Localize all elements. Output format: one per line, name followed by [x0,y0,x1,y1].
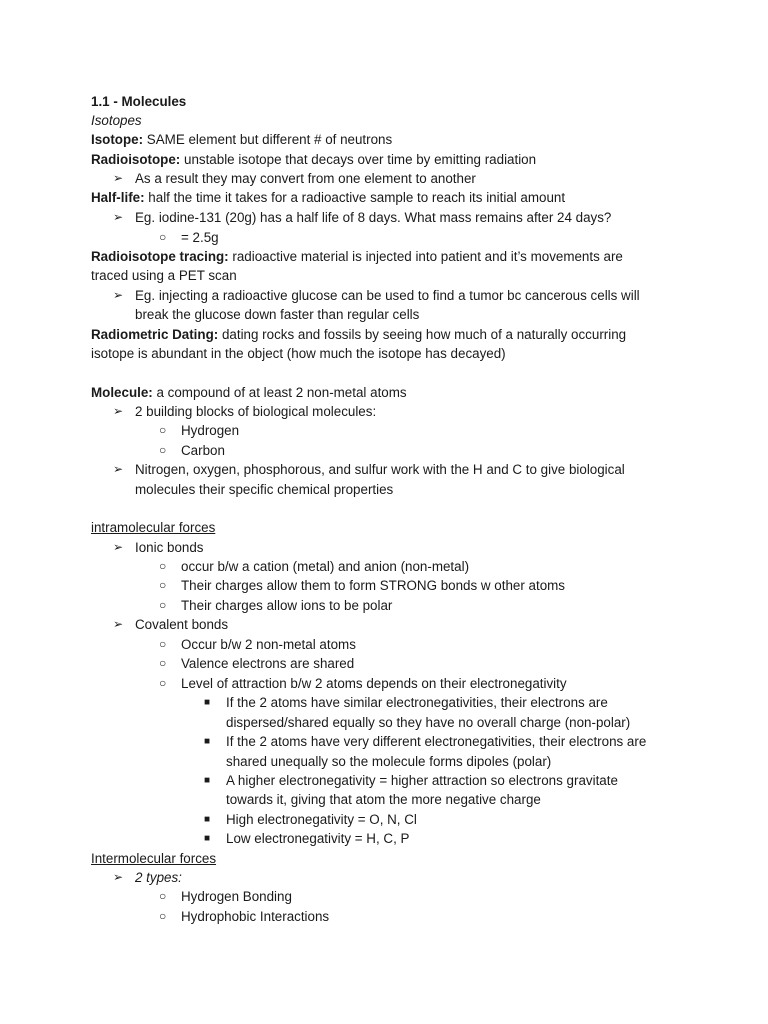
list-item [0,557,768,577]
circle-bullet-icon: ○ [159,676,167,690]
arrow-bullet-icon: ➢ [113,210,124,224]
tracing-example-line1: Eg. injecting a radioactive glucose can be used to find a tumor bc cancerous cells will [135,288,640,303]
list-item [0,887,768,907]
square-bullet-icon: ■ [204,697,211,708]
dating-term: Radiometric Dating: [91,327,219,342]
covalent-sub-item: High electronegativity = O, N, Cl [226,812,417,827]
list-item-continuation [0,790,768,810]
half-life-answer: = 2.5g [181,230,219,245]
covalent-sub-item: Low electronegativity = H, C, P [226,831,410,846]
ionic-item: occur b/w a cation (metal) and anion (non-metal) [181,559,470,574]
dating-def-line1: dating rocks and fossils by seeing how much of a naturally occurring [218,327,627,342]
bb-item-hydrogen: Hydrogen [181,423,240,438]
covalent-sub-item-cont: shared unequally so the molecule forms dipoles (polar) [226,754,552,769]
arrow-bullet-icon: ➢ [113,404,124,418]
list-item [0,441,768,461]
arrow-bullet-icon: ➢ [113,288,124,302]
circle-bullet-icon: ○ [159,423,167,437]
list-item [0,654,768,674]
radioisotope-definition [91,150,671,170]
half-life-example: Eg. iodine-131 (20g) has a half life of 8 days. What mass remains after 24 days? [135,210,612,225]
circle-bullet-icon: ○ [159,578,167,592]
other-elements-line1: Nitrogen, oxygen, phosphorous, and sulfur work with the H and C to give biological [135,462,625,477]
intramolecular-heading: intramolecular forces [91,520,216,535]
tracing-definition [91,247,671,267]
radioisotope-term: Radioisotope: [91,152,181,167]
circle-bullet-icon: ○ [159,889,167,903]
list-item [0,169,768,189]
tracing-def-line1: radioactive material is injected into patient and it’s movements are [228,249,623,264]
half-life-def: half the time it takes for a radioactive sample to reach its initial amount [144,190,566,205]
list-item [0,538,768,558]
covalent-label: Covalent bonds [135,617,229,632]
covalent-sub-item-cont: dispersed/shared equally so they have no overall charge (non-polar) [226,715,631,730]
square-bullet-icon: ■ [204,814,211,825]
inter-type-item: Hydrogen Bonding [181,889,292,904]
arrow-bullet-icon: ➢ [113,540,124,554]
square-bullet-icon: ■ [204,736,211,747]
list-item-continuation [0,305,768,325]
circle-bullet-icon: ○ [159,443,167,457]
arrow-bullet-icon: ➢ [113,171,124,185]
radioisotope-def: unstable isotope that decays over time by emitting radiation [180,152,537,167]
list-item [0,829,768,849]
covalent-item: Occur b/w 2 non-metal atoms [181,637,356,652]
building-blocks: 2 building blocks of biological molecules: [135,404,377,419]
half-life-term: Half-life: [91,190,145,205]
bb-item-carbon: Carbon [181,443,225,458]
isotope-def: SAME element but different # of neutrons [143,132,393,147]
intermolecular-heading: Intermolecular forces [91,851,217,866]
other-elements-line2: molecules their specific chemical properties [135,482,394,497]
circle-bullet-icon: ○ [159,559,167,573]
list-item [0,635,768,655]
tracing-term: Radioisotope tracing: [91,249,229,264]
list-item [0,868,768,888]
half-life-definition [91,188,671,208]
arrow-bullet-icon: ➢ [113,870,124,884]
arrow-bullet-icon: ➢ [113,617,124,631]
list-item [0,674,768,694]
inter-type-item: Hydrophobic Interactions [181,909,330,924]
dating-def-line2: isotope is abundant in the object (how much the isotope has decayed) [91,346,506,361]
list-item [0,732,768,752]
square-bullet-icon: ■ [204,775,211,786]
list-item [0,810,768,830]
tracing-def-line2: traced using a PET scan [91,268,237,283]
dating-definition [91,325,671,345]
inter-types-label: 2 types: [135,870,182,885]
list-item [0,771,768,791]
circle-bullet-icon: ○ [159,230,167,244]
list-item [0,907,768,927]
list-item [0,402,768,422]
molecule-term: Molecule: [91,385,153,400]
list-item [0,576,768,596]
list-item [0,615,768,635]
list-item-continuation [0,752,768,772]
section-title: 1.1 - Molecules [91,94,187,109]
arrow-bullet-icon: ➢ [113,462,124,476]
covalent-sub-item-cont: towards it, giving that atom the more negative charge [226,792,541,807]
circle-bullet-icon: ○ [159,656,167,670]
ionic-label: Ionic bonds [135,540,204,555]
covalent-sub-item: If the 2 atoms have very different electronegativities, their electrons are [226,734,647,749]
list-item [0,208,768,228]
square-bullet-icon: ■ [204,833,211,844]
covalent-sub-item: If the 2 atoms have similar electronegativities, their electrons are [226,695,608,710]
ionic-item: Their charges allow them to form STRONG bonds w other atoms [181,578,566,593]
list-item [0,286,768,306]
molecule-def: a compound of at least 2 non-metal atoms [152,385,407,400]
isotope-definition [91,130,671,150]
list-item-continuation [0,713,768,733]
molecule-definition [91,383,671,403]
isotopes-heading: Isotopes [91,113,142,128]
list-item [0,460,768,480]
list-item [0,596,768,616]
tracing-example-line2: break the glucose down faster than regular cells [135,307,420,322]
circle-bullet-icon: ○ [159,598,167,612]
ionic-item: Their charges allow ions to be polar [181,598,393,613]
isotope-term: Isotope: [91,132,144,147]
list-item [0,693,768,713]
circle-bullet-icon: ○ [159,909,167,923]
list-item [0,228,768,248]
list-item [0,421,768,441]
radioisotope-note: As a result they may convert from one element to another [135,171,476,186]
covalent-sub-item: A higher electronegativity = higher attraction so electrons gravitate [226,773,618,788]
list-item-continuation [0,480,768,500]
covalent-item: Valence electrons are shared [181,656,355,671]
covalent-item: Level of attraction b/w 2 atoms depends on their electronegativity [181,676,567,691]
circle-bullet-icon: ○ [159,637,167,651]
